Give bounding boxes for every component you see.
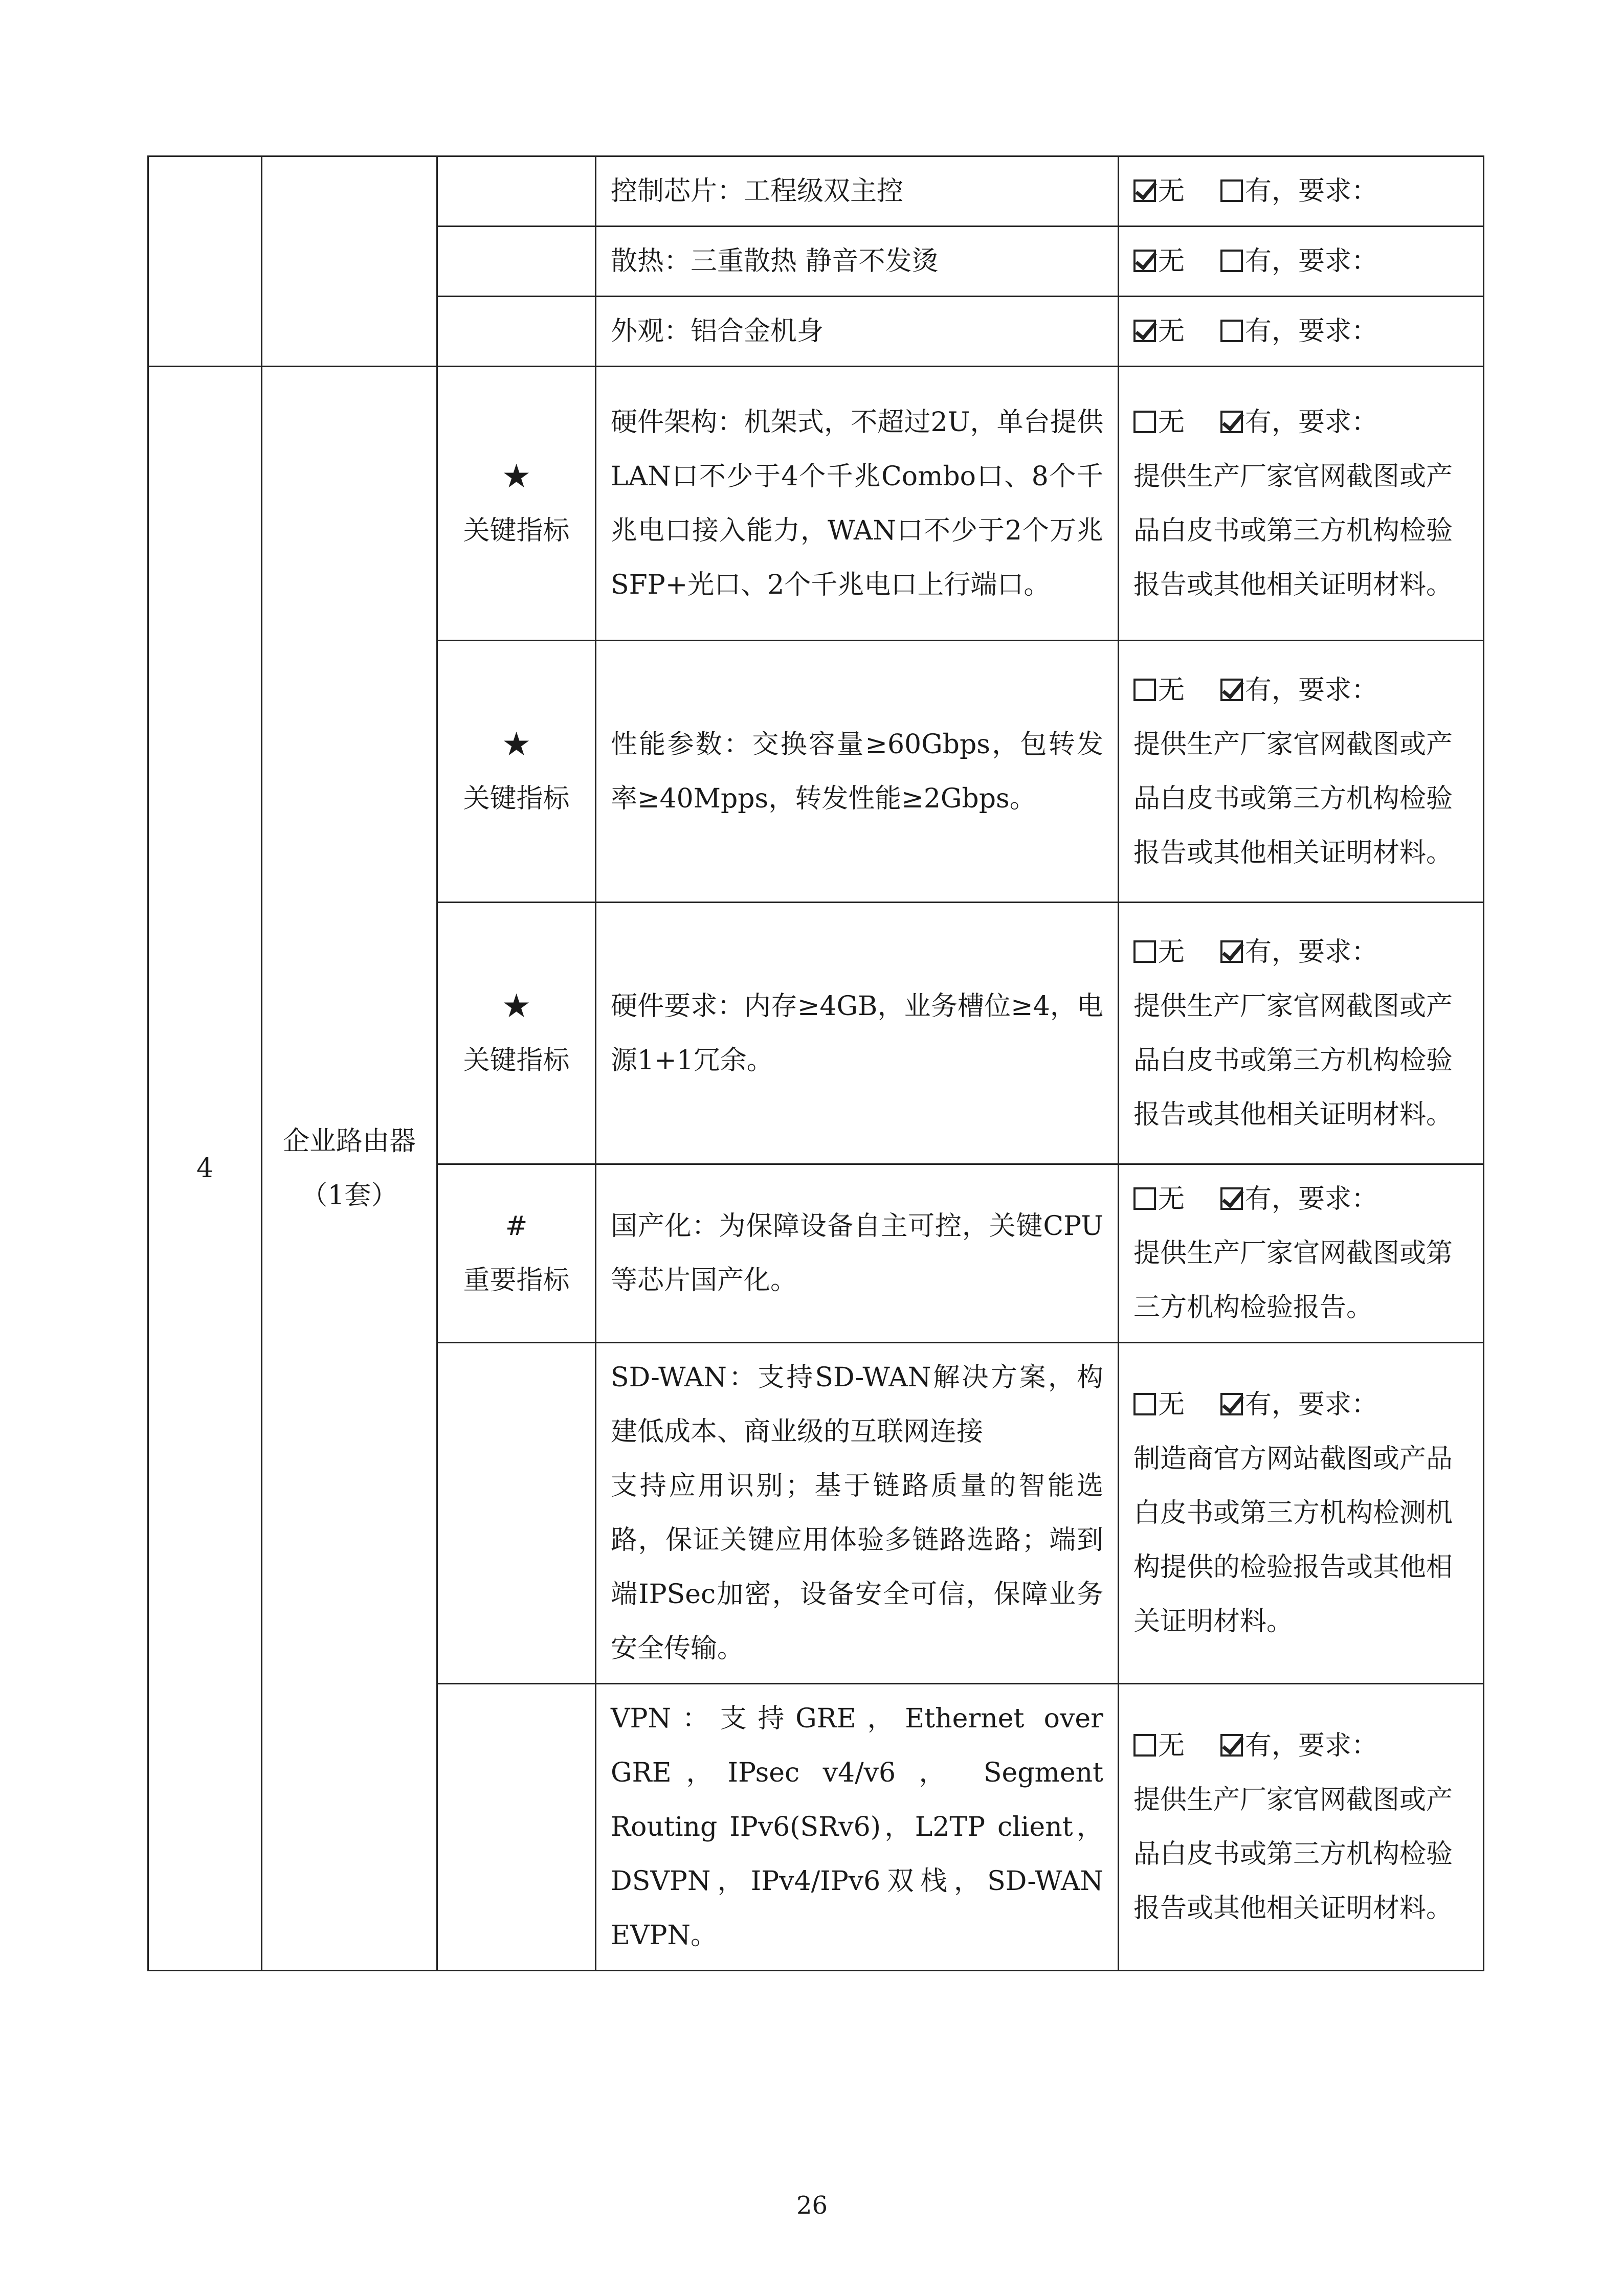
option-none-label: 无 bbox=[1158, 407, 1185, 438]
spec-text: 硬件架构：机架式，不超过2U，单台提供LAN口不少于4个千兆Combo口、8个千兆电口接入能力，WAN口不少于2个万兆SFP+光口、2个千兆电口上行端口。 bbox=[611, 407, 1103, 600]
star-icon: ★ bbox=[501, 457, 531, 496]
checkbox-none-unchecked[interactable] bbox=[1133, 1187, 1156, 1210]
spec-text: 硬件要求：内存≥4GB，业务槽位≥4，电源1+1冗余。 bbox=[611, 991, 1103, 1076]
spec-text: 性能参数：交换容量≥60Gbps，包转发率≥40Mpps，转发性能≥2Gbps。 bbox=[611, 729, 1103, 814]
spec-cell bbox=[596, 367, 1119, 641]
option-has-label: 有，要求： bbox=[1245, 246, 1378, 277]
spec-text-extra: 支持应用识别；基于链路质量的智能选路，保证关键应用体验多链路选路；端到端IPSec加密，设备安全可信，保障业务安全传输。 bbox=[611, 1471, 1103, 1664]
spec-table bbox=[147, 155, 1484, 1971]
option-none-label: 无 bbox=[1158, 936, 1185, 967]
spec-cell bbox=[596, 1164, 1119, 1343]
option-none-label: 无 bbox=[1158, 1730, 1185, 1761]
mark-cell-empty bbox=[437, 297, 596, 367]
option-has-label: 有，要求： bbox=[1245, 176, 1378, 207]
requirement-text: 提供生产厂家官网截图或产品白皮书或第三方机构检验报告或其他相关证明材料。 bbox=[1133, 461, 1453, 600]
checkbox-has-checked[interactable] bbox=[1220, 1734, 1243, 1757]
mark-cell-empty bbox=[437, 227, 596, 297]
option-has-label: 有，要求： bbox=[1245, 1389, 1378, 1420]
requirement-cell bbox=[1119, 1164, 1484, 1343]
option-none-label: 无 bbox=[1158, 176, 1185, 207]
checkbox-none-unchecked[interactable] bbox=[1133, 1734, 1156, 1757]
spec-text: 国产化：为保障设备自主可控，关键CPU等芯片国产化。 bbox=[611, 1211, 1103, 1296]
checkbox-has-checked[interactable] bbox=[1220, 679, 1243, 701]
checkbox-none-checked[interactable] bbox=[1133, 179, 1156, 202]
requirement-text: 制造商官方网站截图或产品白皮书或第三方机构检测机构提供的检验报告或其他相关证明材料。 bbox=[1133, 1444, 1453, 1637]
requirement-cell bbox=[1119, 1684, 1484, 1971]
option-none-label: 无 bbox=[1158, 1184, 1185, 1214]
requirement-cell bbox=[1119, 1343, 1484, 1684]
item-name-cell bbox=[262, 367, 437, 1971]
requirement-text: 提供生产厂家官网截图或第三方机构检验报告。 bbox=[1133, 1238, 1453, 1323]
item-number-cell bbox=[148, 367, 262, 1971]
checkbox-has-checked[interactable] bbox=[1220, 940, 1243, 963]
star-icon: ★ bbox=[501, 987, 531, 1025]
option-has-label: 有，要求： bbox=[1245, 1730, 1378, 1761]
checkbox-has-unchecked[interactable] bbox=[1220, 250, 1243, 272]
star-icon: ★ bbox=[501, 725, 531, 763]
spec-cell bbox=[596, 156, 1119, 227]
spec-text: 外观：铝合金机身 bbox=[611, 316, 824, 347]
spec-text: VPN：支持GRE，Ethernet over GRE，IPsec v4/v6 ， Segment Routing IPv6(SRv6)，L2TP client，DSVPN，IPv4/IPv6双栈，SD-WAN EVPN。 bbox=[611, 1703, 1103, 1951]
table-row bbox=[148, 367, 1484, 641]
spec-cell bbox=[596, 1343, 1119, 1684]
option-has-label: 有，要求： bbox=[1245, 674, 1378, 706]
mark-label: 关键指标 bbox=[463, 1045, 570, 1076]
requirement-text: 提供生产厂家官网截图或产品白皮书或第三方机构检验报告或其他相关证明材料。 bbox=[1133, 991, 1453, 1130]
name-cell-empty bbox=[262, 156, 437, 367]
mark-label: 关键指标 bbox=[463, 783, 570, 814]
requirement-cell bbox=[1119, 156, 1484, 227]
spec-cell bbox=[596, 1684, 1119, 1971]
checkbox-has-unchecked[interactable] bbox=[1220, 320, 1243, 342]
requirement-text: 提供生产厂家官网截图或产品白皮书或第三方机构检验报告或其他相关证明材料。 bbox=[1133, 729, 1453, 868]
number-cell-empty bbox=[148, 156, 262, 367]
spec-cell bbox=[596, 227, 1119, 297]
spec-text: SD-WAN：支持SD-WAN解决方案，构建低成本、商业级的互联网连接 bbox=[611, 1362, 1103, 1447]
requirement-cell bbox=[1119, 367, 1484, 641]
checkbox-has-unchecked[interactable] bbox=[1220, 179, 1243, 202]
mark-cell-empty bbox=[437, 1684, 596, 1971]
option-has-label: 有，要求： bbox=[1245, 407, 1378, 438]
requirement-cell bbox=[1119, 641, 1484, 903]
item-quantity: （1套） bbox=[301, 1180, 398, 1211]
mark-label: 关键指标 bbox=[463, 515, 570, 546]
mark-cell-empty bbox=[437, 156, 596, 227]
option-has-label: 有，要求： bbox=[1245, 936, 1378, 967]
spec-text: 散热：三重散热 静音不发烫 bbox=[611, 246, 939, 277]
mark-cell bbox=[437, 641, 596, 903]
mark-cell bbox=[437, 903, 596, 1164]
spec-cell bbox=[596, 297, 1119, 367]
mark-cell-empty bbox=[437, 1343, 596, 1684]
table-row bbox=[148, 156, 1484, 227]
item-name: 企业路由器 bbox=[282, 1126, 416, 1157]
option-none-label: 无 bbox=[1158, 246, 1185, 277]
checkbox-has-checked[interactable] bbox=[1220, 1393, 1243, 1415]
checkbox-has-checked[interactable] bbox=[1220, 1187, 1243, 1210]
option-has-label: 有，要求： bbox=[1245, 316, 1378, 347]
option-none-label: 无 bbox=[1158, 674, 1185, 706]
option-has-label: 有，要求： bbox=[1245, 1184, 1378, 1214]
spec-cell bbox=[596, 903, 1119, 1164]
hash-icon: # bbox=[505, 1211, 528, 1242]
requirement-cell bbox=[1119, 297, 1484, 367]
requirement-cell bbox=[1119, 227, 1484, 297]
checkbox-none-unchecked[interactable] bbox=[1133, 1393, 1156, 1415]
mark-label: 重要指标 bbox=[463, 1265, 570, 1296]
requirement-text: 提供生产厂家官网截图或产品白皮书或第三方机构检验报告或其他相关证明材料。 bbox=[1133, 1785, 1453, 1924]
mark-cell bbox=[437, 367, 596, 641]
table-body bbox=[148, 156, 1484, 1971]
checkbox-none-unchecked[interactable] bbox=[1133, 940, 1156, 963]
checkbox-none-unchecked[interactable] bbox=[1133, 679, 1156, 701]
checkbox-none-unchecked[interactable] bbox=[1133, 411, 1156, 433]
page-number: 26 bbox=[796, 2191, 828, 2220]
spec-text: 控制芯片：工程级双主控 bbox=[611, 176, 904, 207]
spec-cell bbox=[596, 641, 1119, 903]
option-none-label: 无 bbox=[1158, 1389, 1185, 1420]
checkbox-has-checked[interactable] bbox=[1220, 411, 1243, 433]
mark-cell bbox=[437, 1164, 596, 1343]
checkbox-none-checked[interactable] bbox=[1133, 250, 1156, 272]
checkbox-none-checked[interactable] bbox=[1133, 320, 1156, 342]
requirement-cell bbox=[1119, 903, 1484, 1164]
item-number: 4 bbox=[196, 1153, 214, 1184]
option-none-label: 无 bbox=[1158, 316, 1185, 347]
